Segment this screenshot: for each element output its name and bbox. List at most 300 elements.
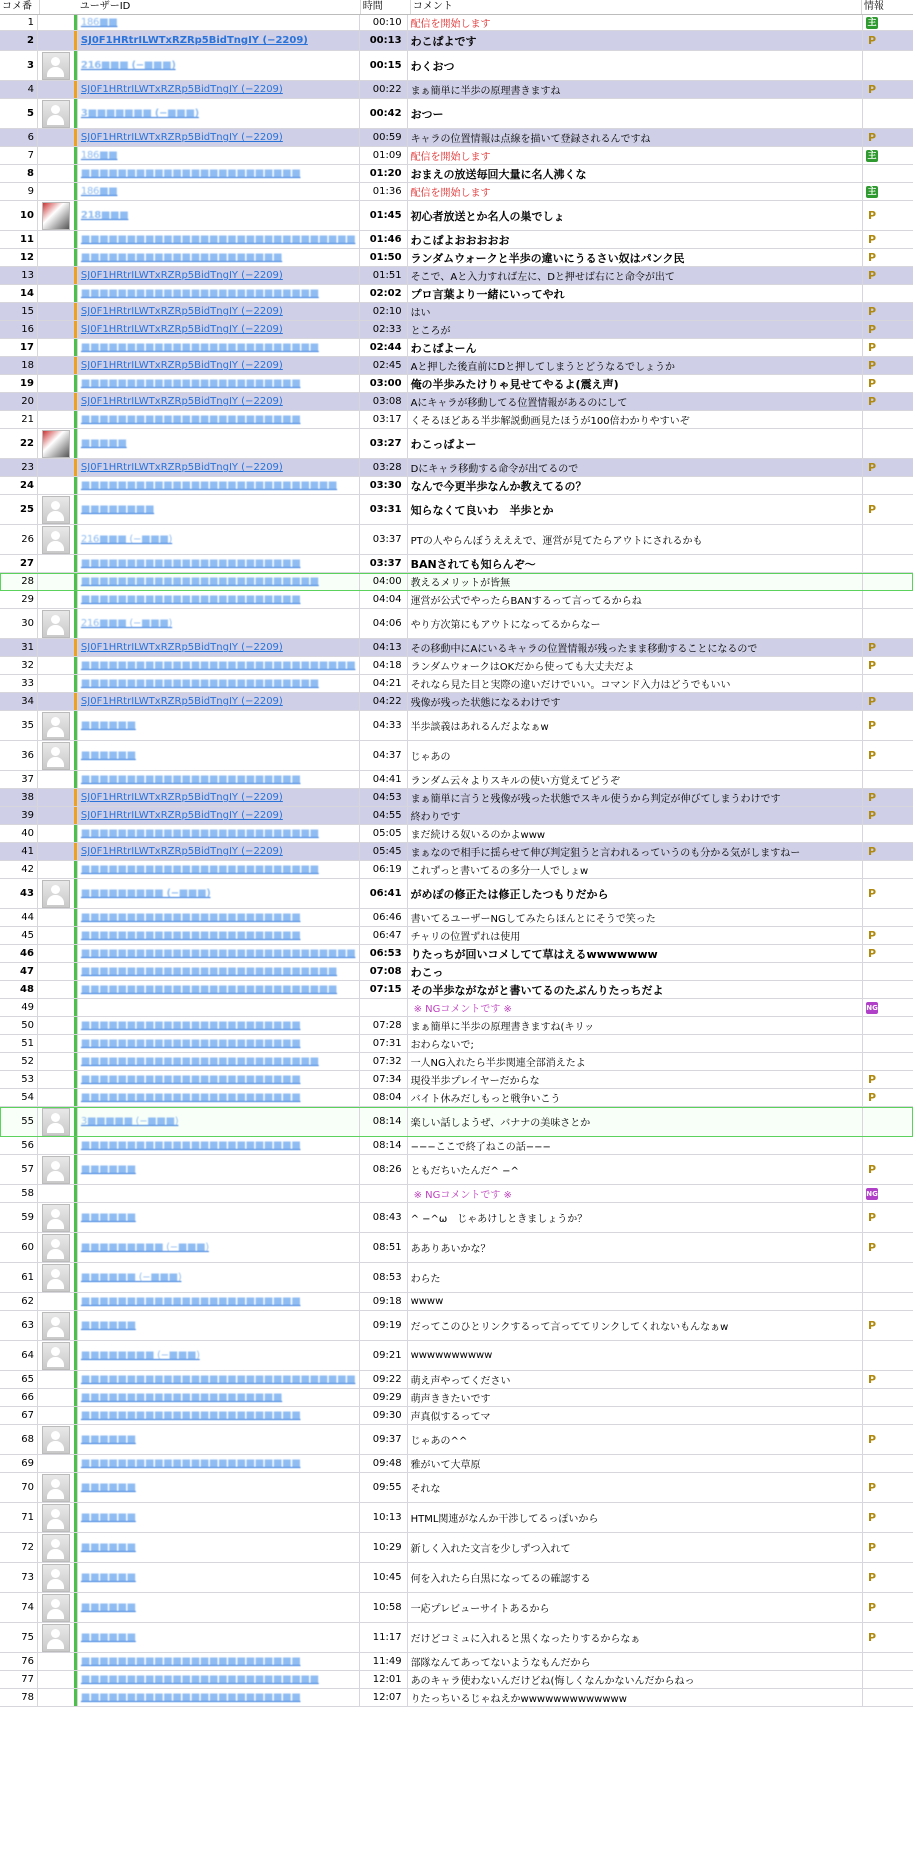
header-comment[interactable]: コメント: [411, 0, 862, 14]
user-id-link[interactable]: [78, 1563, 360, 1592]
user-id-link[interactable]: [78, 657, 360, 674]
user-id-link[interactable]: [78, 1293, 360, 1310]
info-cell: [863, 267, 913, 284]
comment-number: 6: [0, 129, 38, 146]
user-id-link[interactable]: [78, 201, 360, 230]
comment-text: 初心者放送とか名人の巣でしょ: [408, 201, 864, 230]
comment-number: 49: [0, 999, 38, 1016]
comment-text: 現役半歩プレイヤーだからな: [408, 1071, 864, 1088]
comment-row[interactable]: [0, 459, 913, 477]
comment-row[interactable]: [0, 495, 913, 525]
comment-row[interactable]: [0, 99, 913, 129]
comment-time: 01:46: [360, 231, 408, 248]
premium-badge-icon: P: [868, 33, 877, 47]
comment-number: 68: [0, 1425, 38, 1454]
user-id-text: SJ0F1HRtrILWTxRZRp5BidTngIY (−2209): [80, 810, 283, 821]
comment-row[interactable]: [0, 1071, 913, 1089]
avatar[interactable]: [42, 1534, 70, 1562]
comment-row[interactable]: [0, 1107, 913, 1137]
avatar[interactable]: [42, 1312, 70, 1340]
comment-text: その半歩ながながと書いてるのたぶんりたっちだよ: [408, 981, 864, 998]
comment-row[interactable]: [0, 825, 913, 843]
comment-row[interactable]: [0, 147, 913, 165]
comment-number: 8: [0, 165, 38, 182]
header-num[interactable]: コメ番: [0, 0, 40, 14]
user-id-link[interactable]: [78, 573, 360, 590]
avatar[interactable]: [42, 1342, 70, 1370]
user-id-link[interactable]: [78, 393, 360, 410]
comment-row[interactable]: [0, 411, 913, 429]
comment-time: 08:53: [360, 1263, 408, 1292]
user-id-text: ■■■■■■: [80, 1632, 136, 1643]
avatar-cell: [38, 879, 74, 908]
comment-row[interactable]: [0, 183, 913, 201]
user-id-link[interactable]: [78, 711, 360, 740]
user-id-link[interactable]: [78, 1137, 360, 1154]
comment-text: まだ続ける奴いるのかよwww: [408, 825, 864, 842]
comment-row[interactable]: [0, 51, 913, 81]
comment-row[interactable]: [0, 1371, 913, 1389]
info-cell: [863, 1137, 913, 1154]
comment-row[interactable]: [0, 1689, 913, 1707]
comment-row[interactable]: [0, 231, 913, 249]
comment-row[interactable]: [0, 477, 913, 495]
user-id-text: SJ0F1HRtrILWTxRZRp5BidTngIY (−2209): [80, 84, 283, 95]
comment-number: 21: [0, 411, 38, 428]
comment-row[interactable]: [0, 1407, 913, 1425]
avatar[interactable]: [42, 1234, 70, 1262]
user-id-link[interactable]: [78, 1089, 360, 1106]
comment-time: 09:29: [360, 1389, 408, 1406]
comment-row[interactable]: [0, 1017, 913, 1035]
comment-text: wwww: [408, 1293, 864, 1310]
header-info[interactable]: 情報: [863, 1, 884, 12]
comment-row[interactable]: [0, 1671, 913, 1689]
comment-row[interactable]: [0, 321, 913, 339]
premium-badge-icon: P: [868, 1432, 877, 1446]
comment-row[interactable]: [0, 711, 913, 741]
info-cell: [863, 1203, 913, 1232]
comment-number: 9: [0, 183, 38, 200]
user-id-link[interactable]: [78, 555, 360, 572]
avatar[interactable]: [42, 1204, 70, 1232]
user-id-link[interactable]: [78, 1653, 360, 1670]
comment-row[interactable]: [0, 1203, 913, 1233]
comment-row[interactable]: [0, 741, 913, 771]
user-id-link[interactable]: [78, 789, 360, 806]
user-id-link[interactable]: [78, 807, 360, 824]
comment-row[interactable]: [0, 999, 913, 1017]
user-id-link[interactable]: [78, 165, 360, 182]
comment-row[interactable]: [0, 909, 913, 927]
avatar[interactable]: [42, 1504, 70, 1532]
comment-row[interactable]: [0, 1623, 913, 1653]
comment-row[interactable]: [0, 789, 913, 807]
comment-row[interactable]: [0, 1473, 913, 1503]
info-cell: [863, 1035, 913, 1052]
comment-text: りたっちいるじゃねえかwwwwwwwwwwwww: [408, 1689, 864, 1706]
comment-row[interactable]: [0, 15, 913, 31]
avatar-cell: [38, 1137, 74, 1154]
comment-number: 59: [0, 1203, 38, 1232]
comment-row[interactable]: [0, 1455, 913, 1473]
avatar-cell: [38, 1035, 74, 1052]
comment-row[interactable]: [0, 201, 913, 231]
avatar[interactable]: [42, 526, 70, 554]
comment-row[interactable]: [0, 879, 913, 909]
comment-time: 04:04: [360, 591, 408, 608]
user-id-link[interactable]: [78, 1311, 360, 1340]
premium-badge-icon: P: [868, 460, 877, 474]
avatar[interactable]: [42, 1594, 70, 1622]
avatar[interactable]: [42, 1264, 70, 1292]
user-id-link[interactable]: [78, 477, 360, 494]
user-id-text: SJ0F1HRtrILWTxRZRp5BidTngIY (−2209): [80, 324, 283, 335]
user-id-link[interactable]: [78, 147, 360, 164]
comment-text: BANされても知らんぞ〜: [408, 555, 864, 572]
comment-row[interactable]: [0, 1653, 913, 1671]
user-id-link[interactable]: [78, 1689, 360, 1706]
comment-row[interactable]: [0, 675, 913, 693]
user-id-link[interactable]: [78, 1407, 360, 1424]
comment-row[interactable]: [0, 31, 913, 51]
comment-time: 00:15: [360, 51, 408, 80]
comment-number: 72: [0, 1533, 38, 1562]
ng-badge-icon: NG: [866, 1189, 878, 1198]
user-id-link[interactable]: [78, 1341, 360, 1370]
user-id-link[interactable]: [78, 267, 360, 284]
avatar[interactable]: [42, 1156, 70, 1184]
info-cell: [863, 591, 913, 608]
user-id-link[interactable]: [78, 1371, 360, 1388]
user-id-text: ■■■■■■: [80, 720, 136, 731]
premium-badge-icon: P: [868, 808, 877, 822]
comment-time: 09:30: [360, 1407, 408, 1424]
comment-row[interactable]: [0, 1425, 913, 1455]
user-id-text: SJ0F1HRtrILWTxRZRp5BidTngIY (−2209): [80, 270, 283, 281]
user-id-link[interactable]: [78, 1185, 360, 1202]
comment-text: −−−ここで終了ねこの話−−−: [408, 1137, 864, 1154]
comment-text: 一応プレビューサイトあるから: [408, 1593, 864, 1622]
user-id-text: ■■■■■■■■■■■■■■■■■■■■■■■■: [80, 1020, 301, 1031]
avatar[interactable]: [42, 202, 70, 230]
comment-row[interactable]: [0, 843, 913, 861]
comment-row[interactable]: [0, 981, 913, 999]
user-id-link[interactable]: [78, 231, 360, 248]
avatar[interactable]: [42, 712, 70, 740]
comment-text: チャリの位置ずれは使用: [408, 927, 864, 944]
avatar-cell: [38, 285, 74, 302]
comment-row[interactable]: [0, 657, 913, 675]
comment-row[interactable]: [0, 339, 913, 357]
comment-number: 23: [0, 459, 38, 476]
comment-text: くそるほどある半歩解説動画見たほうが100倍わかりやすいぞ: [408, 411, 864, 428]
user-id-link[interactable]: [78, 945, 360, 962]
user-id-text: 3■■■■■ (−■■■): [80, 1116, 179, 1127]
avatar-cell: [38, 429, 74, 458]
comment-row[interactable]: [0, 429, 913, 459]
avatar[interactable]: [42, 1564, 70, 1592]
avatar-cell: [38, 825, 74, 842]
comment-row[interactable]: [0, 1233, 913, 1263]
user-id-link[interactable]: [78, 1389, 360, 1406]
comment-time: 06:41: [360, 879, 408, 908]
user-id-link[interactable]: [78, 963, 360, 980]
user-id-link[interactable]: [78, 1593, 360, 1622]
comment-row[interactable]: [0, 1263, 913, 1293]
info-cell: [863, 693, 913, 710]
avatar-cell: [38, 267, 74, 284]
comment-row[interactable]: [0, 393, 913, 411]
comment-row[interactable]: [0, 771, 913, 789]
comment-row[interactable]: [0, 1503, 913, 1533]
info-cell: [863, 51, 913, 80]
user-id-text: ■■■■■■■■■■■■■■■■■■■■■■■■: [80, 930, 301, 941]
user-id-text: ■■■■■■■■■ (−■■■): [80, 888, 211, 899]
user-id-link[interactable]: [78, 861, 360, 878]
user-id-link[interactable]: [78, 771, 360, 788]
comment-time: 03:31: [360, 495, 408, 524]
user-id-link[interactable]: [78, 1035, 360, 1052]
avatar[interactable]: [42, 610, 70, 638]
comment-row[interactable]: [0, 285, 913, 303]
premium-badge-icon: P: [868, 748, 877, 762]
comment-row[interactable]: [0, 1341, 913, 1371]
comment-text: Dにキャラ移動する命令が出てるので: [408, 459, 864, 476]
comment-text: 配信を開始します: [408, 147, 864, 164]
comment-row[interactable]: [0, 81, 913, 99]
user-id-link[interactable]: [78, 981, 360, 998]
comment-row[interactable]: [0, 1185, 913, 1203]
info-cell: [863, 1071, 913, 1088]
user-id-link[interactable]: [78, 15, 360, 30]
user-id-link[interactable]: [78, 909, 360, 926]
comment-text: おつー: [408, 99, 864, 128]
user-id-link[interactable]: [78, 339, 360, 356]
header-uid[interactable]: ユーザーID: [78, 0, 361, 14]
comment-row[interactable]: [0, 1533, 913, 1563]
avatar[interactable]: [42, 742, 70, 770]
comment-row[interactable]: [0, 639, 913, 657]
comment-text: 楽しい話しようぜ、バナナの美味さとか: [408, 1107, 864, 1136]
user-id-link[interactable]: [78, 99, 360, 128]
user-id-link[interactable]: [78, 1017, 360, 1034]
user-id-link[interactable]: [78, 183, 360, 200]
user-id-link[interactable]: [78, 459, 360, 476]
user-id-link[interactable]: [78, 693, 360, 710]
comment-time: 09:21: [360, 1341, 408, 1370]
avatar[interactable]: [42, 52, 70, 80]
avatar[interactable]: [42, 1624, 70, 1652]
avatar-cell: [38, 981, 74, 998]
comment-row[interactable]: [0, 267, 913, 285]
user-id-text: 218■■■: [80, 210, 129, 221]
avatar-cell: [38, 249, 74, 266]
comment-time: [360, 1185, 408, 1202]
avatar-cell: [38, 375, 74, 392]
user-id-link[interactable]: [78, 879, 360, 908]
user-id-link[interactable]: [78, 303, 360, 320]
premium-badge-icon: P: [868, 1480, 877, 1494]
comment-row[interactable]: [0, 555, 913, 573]
comment-row[interactable]: [0, 609, 913, 639]
comment-time: 05:45: [360, 843, 408, 860]
user-id-link[interactable]: [78, 1233, 360, 1262]
user-id-link[interactable]: [78, 609, 360, 638]
header-time[interactable]: 時間: [361, 0, 411, 14]
user-id-link[interactable]: [78, 81, 360, 98]
user-id-link[interactable]: [78, 1071, 360, 1088]
avatar-cell: [38, 909, 74, 926]
user-id-link[interactable]: [78, 375, 360, 392]
comment-text: やり方次第にもアウトになってるからなー: [408, 609, 864, 638]
comment-row[interactable]: [0, 303, 913, 321]
comment-number: 43: [0, 879, 38, 908]
comment-row[interactable]: [0, 591, 913, 609]
comment-row[interactable]: [0, 165, 913, 183]
comment-row[interactable]: [0, 1293, 913, 1311]
user-id-link[interactable]: [78, 525, 360, 554]
avatar-cell: [38, 861, 74, 878]
user-id-link[interactable]: [78, 1671, 360, 1688]
comment-row[interactable]: [0, 573, 913, 591]
comment-number: 51: [0, 1035, 38, 1052]
user-id-text: ■■■■■■■■■■■■■■■■■■■■■■■■: [80, 1656, 301, 1667]
comment-text: まぁなので相手に揺らせて伸び判定狙うと言われるっていうのも分かる気がしますねー: [408, 843, 864, 860]
comment-text: そこで、Aと入力すれば左に、Dと押せば右にと命令が出て: [408, 267, 864, 284]
user-id-text: ■■■■■■■■■■■■■■■■■■■■■■■■: [80, 1074, 301, 1085]
comment-row[interactable]: [0, 1389, 913, 1407]
comment-text: 萌え声やってください: [408, 1371, 864, 1388]
comment-row[interactable]: [0, 1089, 913, 1107]
comment-row[interactable]: [0, 927, 913, 945]
comment-text: わこぱよおおおおお: [408, 231, 864, 248]
comment-row[interactable]: [0, 1311, 913, 1341]
user-id-text: ■■■■■■■■ (−■■■): [80, 1350, 200, 1361]
user-id-link[interactable]: [78, 927, 360, 944]
comment-row[interactable]: [0, 861, 913, 879]
info-cell: [863, 555, 913, 572]
user-id-link[interactable]: [78, 999, 360, 1016]
comment-row[interactable]: [0, 249, 913, 267]
avatar[interactable]: [42, 880, 70, 908]
user-id-link[interactable]: [78, 1263, 360, 1292]
avatar[interactable]: [42, 430, 70, 458]
user-id-text: SJ0F1HRtrILWTxRZRp5BidTngIY (−2209): [80, 132, 283, 143]
user-id-link[interactable]: [78, 495, 360, 524]
user-id-link[interactable]: [78, 639, 360, 656]
avatar[interactable]: [42, 100, 70, 128]
user-id-text: ■■■■■■■■■■■■■■■■■■■■■■■■: [80, 378, 301, 389]
comment-number: 73: [0, 1563, 38, 1592]
comment-number: 36: [0, 741, 38, 770]
comment-row[interactable]: [0, 129, 913, 147]
user-id-text: ■■■■■■: [80, 1482, 136, 1493]
comment-row[interactable]: [0, 1137, 913, 1155]
user-id-link[interactable]: [78, 1503, 360, 1532]
user-id-link[interactable]: [78, 357, 360, 374]
user-id-link[interactable]: [78, 1107, 360, 1136]
comment-row[interactable]: [0, 945, 913, 963]
user-id-text: ■■■■■■■■■■■■■■■■■■■■■■■■■■■■: [80, 984, 338, 995]
info-cell: [863, 411, 913, 428]
comment-text: それな: [408, 1473, 864, 1502]
comment-row[interactable]: [0, 1035, 913, 1053]
info-cell: [863, 1389, 913, 1406]
comment-number: 57: [0, 1155, 38, 1184]
user-id-link[interactable]: [78, 249, 360, 266]
avatar[interactable]: [42, 1474, 70, 1502]
comment-row[interactable]: [0, 1563, 913, 1593]
user-id-link[interactable]: [78, 129, 360, 146]
user-id-link[interactable]: [78, 675, 360, 692]
user-id-link[interactable]: [78, 1155, 360, 1184]
comment-row[interactable]: [0, 963, 913, 981]
user-id-link[interactable]: [78, 1425, 360, 1454]
avatar[interactable]: [42, 1108, 70, 1136]
premium-badge-icon: P: [868, 358, 877, 372]
comment-time: 06:47: [360, 927, 408, 944]
comment-time: 03:37: [360, 555, 408, 572]
premium-badge-icon: P: [868, 844, 877, 858]
info-cell: [863, 477, 913, 494]
avatar-cell: [38, 1407, 74, 1424]
avatar[interactable]: [42, 1426, 70, 1454]
comment-row[interactable]: [0, 375, 913, 393]
comment-text: Aと押した後直前にDと押してしまうとどうなるでしょうか: [408, 357, 864, 374]
user-id-text: ■■■■■■■■■■■■■■■■■■■■■■■■■■: [80, 678, 319, 689]
comment-number: 41: [0, 843, 38, 860]
user-id-link[interactable]: [78, 1203, 360, 1232]
user-id-text: ■■■■■■■■■■■■■■■■■■■■■■■■■■: [80, 1056, 319, 1067]
user-id-link[interactable]: [78, 285, 360, 302]
comment-number: 3: [0, 51, 38, 80]
comment-row[interactable]: [0, 807, 913, 825]
comment-row[interactable]: [0, 1593, 913, 1623]
user-id-link[interactable]: [78, 411, 360, 428]
comment-row[interactable]: [0, 1053, 913, 1071]
user-id-link[interactable]: [78, 843, 360, 860]
comment-row[interactable]: [0, 525, 913, 555]
user-id-link[interactable]: [78, 1623, 360, 1652]
user-id-link[interactable]: [78, 1455, 360, 1472]
user-id-text: 186■■: [80, 186, 118, 197]
info-cell: [863, 1107, 913, 1136]
info-cell: [863, 1341, 913, 1370]
user-id-link[interactable]: [78, 1053, 360, 1070]
comment-time: 01:09: [360, 147, 408, 164]
comment-time: 06:19: [360, 861, 408, 878]
user-id-link[interactable]: [78, 1533, 360, 1562]
avatar-cell: [38, 525, 74, 554]
user-id-link[interactable]: [78, 741, 360, 770]
comment-text: 教えるメリットが皆無: [408, 573, 864, 590]
user-id-link[interactable]: [78, 825, 360, 842]
info-cell: [863, 183, 913, 200]
avatar-cell: [38, 321, 74, 338]
user-id-link[interactable]: [78, 429, 360, 458]
user-id-link[interactable]: [78, 591, 360, 608]
avatar-cell: [38, 555, 74, 572]
comment-row[interactable]: [0, 693, 913, 711]
avatar[interactable]: [42, 496, 70, 524]
user-id-link[interactable]: [78, 1473, 360, 1502]
user-id-link[interactable]: [78, 31, 360, 50]
comment-row[interactable]: [0, 357, 913, 375]
comment-row[interactable]: [0, 1155, 913, 1185]
user-id-link[interactable]: [78, 321, 360, 338]
user-id-link[interactable]: [78, 51, 360, 80]
